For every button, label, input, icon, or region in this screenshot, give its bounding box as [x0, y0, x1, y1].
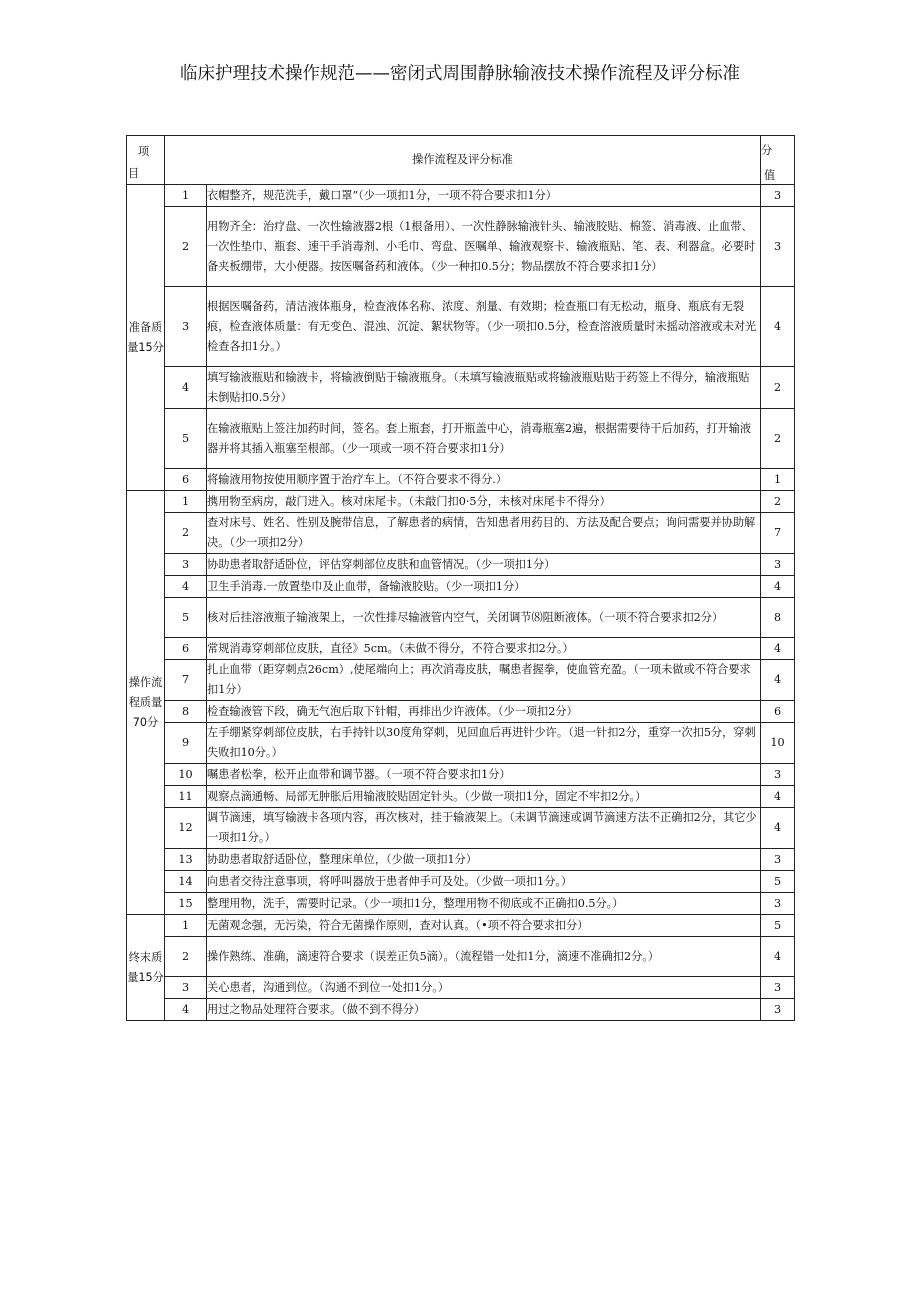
table-row: [127, 808, 795, 849]
row-criteria-text: 操作熟练、准确，滴速符合要求（误差正负5滴）。（流程错一处扣1分，滴速不准确扣2分。）: [207, 937, 761, 977]
header-item: [127, 136, 165, 185]
table-row: [127, 999, 795, 1021]
row-number: 3: [165, 554, 207, 576]
table-row: [127, 871, 795, 893]
row-number: 7: [165, 660, 207, 701]
section-category: 操作流程质量70分: [127, 491, 165, 915]
row-score: 5: [761, 915, 795, 937]
row-criteria-text: 常规消毒穿刺部位皮肤，直径》5cm。（未做不得分，不符合要求扣2分。）: [207, 638, 761, 660]
section-category: 准备质量15分: [127, 185, 165, 491]
table-row: [127, 977, 795, 999]
row-criteria-text: 检查输液管下段，确无气泡后取下针帽，再排出少许液体。（少一项扣2分）: [207, 701, 761, 723]
row-score: 3: [761, 893, 795, 915]
row-score: 3: [761, 554, 795, 576]
header-score-char-2: 值: [764, 169, 776, 182]
row-number: 13: [165, 849, 207, 871]
row-score: 3: [761, 849, 795, 871]
row-score: 4: [761, 786, 795, 808]
row-number: 11: [165, 786, 207, 808]
table-row: [127, 207, 795, 287]
row-number: 4: [165, 367, 207, 409]
row-number: 2: [165, 937, 207, 977]
table-row: [127, 491, 795, 513]
table-row: [127, 367, 795, 409]
table-row: [127, 937, 795, 977]
header-criteria-label: 操作流程及评分标准: [412, 153, 513, 166]
row-score: 2: [761, 491, 795, 513]
row-number: 8: [165, 701, 207, 723]
table-row: [127, 701, 795, 723]
table-row: [127, 513, 795, 554]
row-score: 4: [761, 576, 795, 598]
table-row: [127, 660, 795, 701]
page-title: 临床护理技术操作规范——密闭式周围静脉输液技术操作流程及评分标准: [180, 64, 740, 84]
row-number: 9: [165, 723, 207, 764]
table-row: [127, 576, 795, 598]
row-criteria-text: 查对床号、姓名、性别及腕带信息，了解患者的病情，告知患者用药目的、方法及配合要点；询问需要并协助解决。（少一项扣2分）: [207, 513, 761, 554]
row-number: 3: [165, 977, 207, 999]
row-score: 4: [761, 638, 795, 660]
row-number: 5: [165, 409, 207, 469]
table-row: [127, 723, 795, 764]
row-criteria-text: 在输液瓶贴上签注加药时间，签名。套上瓶套，打开瓶盖中心，消毒瓶塞2遍，根据需要待干后加药，打开输液器并将其插入瓶塞至根部。（少一项或一项不符合要求扣1分）: [207, 409, 761, 469]
row-number: 6: [165, 469, 207, 491]
row-score: 3: [761, 207, 795, 287]
row-criteria-text: 核对后挂溶液瓶子输液架上，一次性排尽输液管内空气，关闭调节⑻阻断液体。（一项不符合要求扣2分）: [207, 598, 761, 638]
row-score: 4: [761, 937, 795, 977]
row-score: 2: [761, 367, 795, 409]
table-row: [127, 849, 795, 871]
table-row: [127, 638, 795, 660]
row-criteria-text: 用过之物品处理符合要求。（做不到不得分）: [207, 999, 761, 1021]
row-number: 5: [165, 598, 207, 638]
table-row: [127, 287, 795, 367]
table-row: [127, 915, 795, 937]
row-number: 6: [165, 638, 207, 660]
row-score: 5: [761, 871, 795, 893]
row-score: 7: [761, 513, 795, 554]
header-criteria: [165, 136, 761, 185]
header-score-char-1: 分: [761, 144, 773, 157]
table-row: [127, 469, 795, 491]
row-score: 2: [761, 409, 795, 469]
row-number: 2: [165, 207, 207, 287]
row-number: 15: [165, 893, 207, 915]
row-criteria-text: 根据医嘱备药，清洁液体瓶身，检查液体名称、浓度、剂量、有效期；检查瓶口有无松动，瓶身、瓶底有无裂痕，检查液体质量：有无变色、混浊、沉淀、絮状物等。（少一项扣0.5分，检查溶液质量时未摇动溶液或未对光检查各扣1分。）: [207, 287, 761, 367]
row-criteria-text: 向患者交待注意事项，将呼叫器放于患者伸手可及处。（少做一项扣1分。）: [207, 871, 761, 893]
row-number: 2: [165, 513, 207, 554]
row-number: 12: [165, 808, 207, 849]
header-score: [761, 136, 795, 185]
scoring-table: [126, 135, 795, 1021]
row-criteria-text: 整理用物，洗手，需要时记录。（少一项扣1分，整理用物不彻底或不正确扣0.5分。）: [207, 893, 761, 915]
row-criteria-text: 观察点滴通畅、局部无肿胀后用输液胶贴固定针头。（少做一项扣1分，固定不牢扣2分。）: [207, 786, 761, 808]
row-criteria-text: 扎止血带（距穿刺点26cm）,使尾端向上；再次消毒皮肤，嘱患者握拳，使血管充盈。（一项未做或不符合要求扣1分）: [207, 660, 761, 701]
table-row: [127, 409, 795, 469]
row-number: 1: [165, 915, 207, 937]
row-score: 3: [761, 977, 795, 999]
row-score: 3: [761, 764, 795, 786]
table-row: [127, 764, 795, 786]
row-criteria-text: 填写输液瓶贴和输液卡，将输液倒贴于输液瓶身。（未填写输液瓶贴或将输液瓶贴贴于药签上不得分，输液瓶贴未倒贴扣0.5分）: [207, 367, 761, 409]
row-criteria-text: 无菌观念强，无污染，符合无菌操作原则，查对认真。（•项不符合要求扣分）: [207, 915, 761, 937]
row-criteria-text: 卫生手消毒.一放置垫巾及止血带，备输液胶贴。（少一项扣1分）: [207, 576, 761, 598]
header-item-char-2: 目: [128, 167, 140, 180]
row-criteria-text: 协助患者取舒适卧位，整理床单位，（少做一项扣1分）: [207, 849, 761, 871]
row-criteria-text: 调节滴速，填写输液卡各项内容，再次核对，挂于输液架上。（未调节滴速或调节滴速方法不正确扣2分，其它少一项扣1分。）: [207, 808, 761, 849]
row-number: 10: [165, 764, 207, 786]
header-item-char-1: 项: [138, 145, 150, 158]
table-row: [127, 786, 795, 808]
row-score: 4: [761, 808, 795, 849]
row-score: 1: [761, 469, 795, 491]
row-number: 1: [165, 185, 207, 207]
row-score: 4: [761, 660, 795, 701]
row-criteria-text: 关心患者，沟通到位。（沟通不到位一处扣1分。）: [207, 977, 761, 999]
row-number: 3: [165, 287, 207, 367]
row-criteria-text: 用物齐全：治疗盘、一次性输液器2根（1根备用）、一次性静脉输液针头、输液胶贴、棉签、消毒液、止血带、一次性垫巾、瓶套、速干手消毒剂、小毛巾、弯盘、医嘱单、输液观察卡、输液瓶贴、笔、表、利器盒。必要时备夹板绷带，大小便器。按医嘱备药和液体。（少一种扣0.5分；物品摆放不符合要求扣1分）: [207, 207, 761, 287]
row-score: 3: [761, 999, 795, 1021]
row-criteria-text: 将输液用物按使用顺序置于治疗车上。（不符合要求不得分.）: [207, 469, 761, 491]
header-row: [127, 136, 795, 185]
row-score: 6: [761, 701, 795, 723]
section-category: 终末质量15分: [127, 915, 165, 1021]
row-score: 10: [761, 723, 795, 764]
row-score: 3: [761, 185, 795, 207]
row-score: 8: [761, 598, 795, 638]
row-criteria-text: 衣帽整齐，规范洗手，戴口罩”（少一项扣1分，一项不符合要求扣1分）: [207, 185, 761, 207]
row-number: 14: [165, 871, 207, 893]
table-row: [127, 185, 795, 207]
row-criteria-text: 协助患者取舒适卧位，评估穿刺部位皮肤和血管情况。（少一项扣1分）: [207, 554, 761, 576]
row-criteria-text: 携用物至病房，敲门进入。核对床尾卡。（未敲门扣0·5分，未核对床尾卡不得分）: [207, 491, 761, 513]
row-number: 4: [165, 576, 207, 598]
table-row: [127, 893, 795, 915]
row-criteria-text: 左手绷紧穿刺部位皮肤，右手持针以30度角穿刺，见回血后再进针少许。（退一针扣2分，重穿一次扣5分，穿刺失败扣10分。）: [207, 723, 761, 764]
table-row: [127, 598, 795, 638]
row-score: 4: [761, 287, 795, 367]
row-number: 1: [165, 491, 207, 513]
row-number: 4: [165, 999, 207, 1021]
row-criteria-text: 嘱患者松拳，松开止血带和调节器。（一项不符合要求扣1分）: [207, 764, 761, 786]
table-row: [127, 554, 795, 576]
